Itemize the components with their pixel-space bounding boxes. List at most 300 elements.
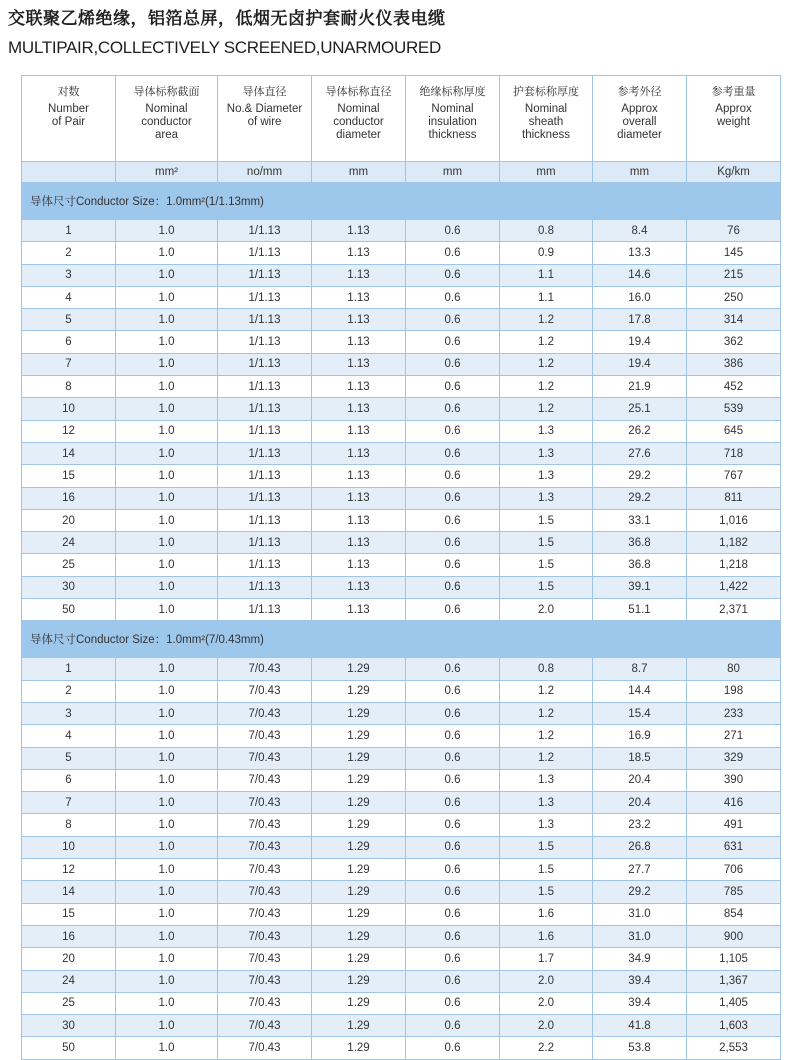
- table-cell: 1.0: [116, 836, 218, 858]
- table-row: [22, 264, 781, 286]
- table-row: [22, 925, 781, 947]
- page-title-chinese: 交联聚乙烯绝缘，铝箔总屏，低烟无卤护套耐火仪表电缆: [8, 9, 446, 29]
- table-cell: 145: [687, 242, 781, 264]
- table-cell: 1.0: [116, 487, 218, 509]
- table-cell: 1/1.13: [218, 487, 312, 509]
- table-row: [22, 487, 781, 509]
- table-cell: 0.6: [406, 509, 500, 531]
- table-cell: 1.0: [116, 576, 218, 598]
- table-cell: 1.0: [116, 376, 218, 398]
- unit-cell: [22, 162, 116, 183]
- table-cell: 1.0: [116, 599, 218, 621]
- table-row: [22, 747, 781, 769]
- column-header-conductor-diameter: 导体标称直径 Nominal conductor diameter: [312, 76, 406, 162]
- table-cell: 31.0: [593, 925, 687, 947]
- table-row: [22, 970, 781, 992]
- table-row: [22, 576, 781, 598]
- table-cell: 1.0: [116, 702, 218, 724]
- table-cell: 4: [22, 725, 116, 747]
- table-cell: 1.29: [312, 881, 406, 903]
- table-cell: 15: [22, 903, 116, 925]
- unit-cell: mm: [500, 162, 593, 183]
- table-cell: 26.8: [593, 836, 687, 858]
- table-cell: 7/0.43: [218, 702, 312, 724]
- table-cell: 1.13: [312, 353, 406, 375]
- table-cell: 2: [22, 242, 116, 264]
- table-row: [22, 992, 781, 1014]
- table-row: [22, 836, 781, 858]
- table-cell: 900: [687, 925, 781, 947]
- table-row: [22, 398, 781, 420]
- table-cell: 1,367: [687, 970, 781, 992]
- table-cell: 785: [687, 881, 781, 903]
- table-cell: 0.6: [406, 242, 500, 264]
- table-cell: 0.6: [406, 487, 500, 509]
- table-cell: 1.2: [500, 353, 593, 375]
- table-cell: 7/0.43: [218, 747, 312, 769]
- table-cell: 0.6: [406, 353, 500, 375]
- table-cell: 1.13: [312, 532, 406, 554]
- table-cell: 1.13: [312, 376, 406, 398]
- table-cell: 1.2: [500, 680, 593, 702]
- table-cell: 1.29: [312, 836, 406, 858]
- table-cell: 233: [687, 702, 781, 724]
- table-cell: 0.6: [406, 398, 500, 420]
- table-cell: 1.2: [500, 331, 593, 353]
- table-cell: 1.7: [500, 948, 593, 970]
- table-cell: 1.0: [116, 948, 218, 970]
- table-cell: 20.4: [593, 769, 687, 791]
- table-cell: 0.6: [406, 309, 500, 331]
- table-cell: 21.9: [593, 376, 687, 398]
- table-cell: 0.9: [500, 242, 593, 264]
- table-cell: 0.6: [406, 554, 500, 576]
- table-cell: 2: [22, 680, 116, 702]
- table-cell: 7/0.43: [218, 814, 312, 836]
- table-cell: 1.5: [500, 532, 593, 554]
- table-cell: 36.8: [593, 554, 687, 576]
- table-cell: 1.13: [312, 309, 406, 331]
- table-cell: 1.29: [312, 948, 406, 970]
- table-cell: 24: [22, 970, 116, 992]
- table-cell: 27.6: [593, 442, 687, 464]
- table-cell: 0.6: [406, 1037, 500, 1059]
- table-cell: 390: [687, 769, 781, 791]
- table-cell: 1.13: [312, 599, 406, 621]
- table-cell: 1/1.13: [218, 554, 312, 576]
- table-row: [22, 725, 781, 747]
- table-cell: 18.5: [593, 747, 687, 769]
- table-cell: 19.4: [593, 331, 687, 353]
- table-cell: 1.29: [312, 859, 406, 881]
- table-cell: 1.2: [500, 747, 593, 769]
- table-cell: 1/1.13: [218, 309, 312, 331]
- table-cell: 1.0: [116, 1037, 218, 1059]
- table-cell: 7/0.43: [218, 769, 312, 791]
- table-cell: 30: [22, 1015, 116, 1037]
- table-row: [22, 769, 781, 791]
- table-cell: 0.6: [406, 859, 500, 881]
- column-header-conductor-area: 导体标称截面 Nominal conductor area: [116, 76, 218, 162]
- table-cell: 8: [22, 376, 116, 398]
- table-cell: 1.29: [312, 747, 406, 769]
- table-row: [22, 509, 781, 531]
- table-cell: 1.5: [500, 836, 593, 858]
- column-header-sheath-thickness: 护套标称厚度 Nominal sheath thickness: [500, 76, 593, 162]
- table-cell: 53.8: [593, 1037, 687, 1059]
- table-cell: 1.29: [312, 792, 406, 814]
- table-cell: 1/1.13: [218, 286, 312, 308]
- table-cell: 14.6: [593, 264, 687, 286]
- table-cell: 1.13: [312, 331, 406, 353]
- table-cell: 1.0: [116, 420, 218, 442]
- table-row: [22, 353, 781, 375]
- table-cell: 1.3: [500, 792, 593, 814]
- table-cell: 14: [22, 442, 116, 464]
- unit-cell: no/mm: [218, 162, 312, 183]
- table-row: [22, 658, 781, 680]
- table-cell: 1.29: [312, 970, 406, 992]
- table-cell: 6: [22, 769, 116, 791]
- table-cell: 31.0: [593, 903, 687, 925]
- unit-cell: Kg/km: [687, 162, 781, 183]
- table-cell: 1.5: [500, 509, 593, 531]
- table-row: [22, 680, 781, 702]
- table-cell: 1.2: [500, 376, 593, 398]
- table-cell: 7/0.43: [218, 881, 312, 903]
- table-cell: 1.0: [116, 769, 218, 791]
- table-row: [22, 792, 781, 814]
- table-cell: 2.0: [500, 970, 593, 992]
- table-cell: 1.0: [116, 398, 218, 420]
- table-cell: 20: [22, 509, 116, 531]
- table-cell: 30: [22, 576, 116, 598]
- table-row: [22, 881, 781, 903]
- table-cell: 1: [22, 220, 116, 242]
- table-cell: 198: [687, 680, 781, 702]
- column-header-wire-diameter: 导体直径 No.& Diameter of wire: [218, 76, 312, 162]
- section-header-label: 导体尺寸Conductor Size：1.0mm²(1/1.13mm): [22, 183, 781, 220]
- table-cell: 718: [687, 442, 781, 464]
- table-cell: 0.6: [406, 814, 500, 836]
- table-cell: 1/1.13: [218, 599, 312, 621]
- section-1-body: [22, 183, 781, 621]
- table-row: [22, 948, 781, 970]
- table-cell: 854: [687, 903, 781, 925]
- table-cell: 29.2: [593, 487, 687, 509]
- table-cell: 1.6: [500, 903, 593, 925]
- section-2-body: [22, 621, 781, 1059]
- table-cell: 1,016: [687, 509, 781, 531]
- table-cell: 1.13: [312, 242, 406, 264]
- unit-row: [22, 162, 781, 183]
- table-cell: 1.13: [312, 286, 406, 308]
- table-cell: 13.3: [593, 242, 687, 264]
- table-cell: 491: [687, 814, 781, 836]
- table-cell: 1.0: [116, 747, 218, 769]
- table-cell: 1.29: [312, 1015, 406, 1037]
- table-cell: 1.13: [312, 554, 406, 576]
- table-cell: 0.6: [406, 925, 500, 947]
- table-cell: 0.6: [406, 747, 500, 769]
- table-cell: 215: [687, 264, 781, 286]
- table-cell: 1.13: [312, 509, 406, 531]
- table-cell: 1/1.13: [218, 331, 312, 353]
- table-cell: 1.0: [116, 554, 218, 576]
- table-cell: 0.6: [406, 599, 500, 621]
- unit-cell: mm: [593, 162, 687, 183]
- table-cell: 0.6: [406, 442, 500, 464]
- table-cell: 26.2: [593, 420, 687, 442]
- table-cell: 416: [687, 792, 781, 814]
- table-cell: 51.1: [593, 599, 687, 621]
- table-cell: 0.6: [406, 286, 500, 308]
- table-cell: 706: [687, 859, 781, 881]
- table-cell: 1.5: [500, 554, 593, 576]
- table-cell: 39.4: [593, 970, 687, 992]
- table-cell: 1.29: [312, 680, 406, 702]
- table-row: [22, 465, 781, 487]
- table-cell: 0.6: [406, 576, 500, 598]
- table-cell: 36.8: [593, 532, 687, 554]
- table-cell: 29.2: [593, 881, 687, 903]
- table-cell: 2.2: [500, 1037, 593, 1059]
- table-row: [22, 599, 781, 621]
- table-cell: 0.6: [406, 903, 500, 925]
- table-cell: 0.6: [406, 970, 500, 992]
- table-cell: 12: [22, 420, 116, 442]
- table-cell: 1,603: [687, 1015, 781, 1037]
- column-header-insulation-thickness: 绝缘标称厚度 Nominal insulation thickness: [406, 76, 500, 162]
- table-cell: 1/1.13: [218, 242, 312, 264]
- table-row: [22, 286, 781, 308]
- table-cell: 1.29: [312, 1037, 406, 1059]
- unit-cell: mm: [312, 162, 406, 183]
- table-cell: 631: [687, 836, 781, 858]
- table-cell: 7/0.43: [218, 992, 312, 1014]
- table-cell: 3: [22, 702, 116, 724]
- table-cell: 8: [22, 814, 116, 836]
- table-cell: 1.0: [116, 903, 218, 925]
- table-cell: 0.6: [406, 792, 500, 814]
- table-cell: 7/0.43: [218, 1015, 312, 1037]
- table-cell: 1.29: [312, 702, 406, 724]
- table-cell: 1.5: [500, 859, 593, 881]
- table-cell: 362: [687, 331, 781, 353]
- table-cell: 6: [22, 331, 116, 353]
- table-cell: 14: [22, 881, 116, 903]
- table-cell: 539: [687, 398, 781, 420]
- table-cell: 1.13: [312, 220, 406, 242]
- table-row: [22, 242, 781, 264]
- column-header-pairs: 对数 Number of Pair: [22, 76, 116, 162]
- table-cell: 1.29: [312, 903, 406, 925]
- table-row: [22, 376, 781, 398]
- table-cell: 1/1.13: [218, 576, 312, 598]
- table-cell: 1.29: [312, 658, 406, 680]
- table-cell: 0.6: [406, 264, 500, 286]
- table-cell: 20.4: [593, 792, 687, 814]
- table-cell: 271: [687, 725, 781, 747]
- table-cell: 811: [687, 487, 781, 509]
- table-cell: 1.13: [312, 465, 406, 487]
- unit-cell: mm²: [116, 162, 218, 183]
- table-cell: 2.0: [500, 992, 593, 1014]
- table-cell: 0.6: [406, 220, 500, 242]
- table-cell: 2,371: [687, 599, 781, 621]
- table-cell: 15: [22, 465, 116, 487]
- table-cell: 1.6: [500, 925, 593, 947]
- table-row: [22, 859, 781, 881]
- table-cell: 34.9: [593, 948, 687, 970]
- table-cell: 7/0.43: [218, 792, 312, 814]
- table-cell: 1.13: [312, 264, 406, 286]
- table-cell: 7: [22, 792, 116, 814]
- table-cell: 1.13: [312, 576, 406, 598]
- table-cell: 1: [22, 658, 116, 680]
- table-cell: 8.7: [593, 658, 687, 680]
- table-cell: 0.6: [406, 948, 500, 970]
- section-header-row: [22, 183, 781, 220]
- table-cell: 1,218: [687, 554, 781, 576]
- table-cell: 7/0.43: [218, 1037, 312, 1059]
- table-cell: 1.0: [116, 309, 218, 331]
- table-cell: 15.4: [593, 702, 687, 724]
- table-cell: 10: [22, 836, 116, 858]
- table-cell: 1/1.13: [218, 398, 312, 420]
- table-cell: 0.6: [406, 769, 500, 791]
- table-cell: 1.0: [116, 220, 218, 242]
- table-cell: 1.0: [116, 925, 218, 947]
- table-cell: 1.0: [116, 814, 218, 836]
- table-cell: 8.4: [593, 220, 687, 242]
- table-cell: 16.0: [593, 286, 687, 308]
- table-cell: 76: [687, 220, 781, 242]
- table-cell: 1.3: [500, 420, 593, 442]
- table-cell: 645: [687, 420, 781, 442]
- table-cell: 1.13: [312, 420, 406, 442]
- table-cell: 1.3: [500, 814, 593, 836]
- table-cell: 1.29: [312, 769, 406, 791]
- table-cell: 5: [22, 747, 116, 769]
- table-cell: 0.6: [406, 702, 500, 724]
- table-cell: 7/0.43: [218, 859, 312, 881]
- table-cell: 1.29: [312, 814, 406, 836]
- table-cell: 1.0: [116, 881, 218, 903]
- table-cell: 23.2: [593, 814, 687, 836]
- table-cell: 1.0: [116, 442, 218, 464]
- table-cell: 1.2: [500, 309, 593, 331]
- table-cell: 0.6: [406, 992, 500, 1014]
- table-cell: 1/1.13: [218, 509, 312, 531]
- table-cell: 1,422: [687, 576, 781, 598]
- table-cell: 1.0: [116, 242, 218, 264]
- table-cell: 1.3: [500, 769, 593, 791]
- table-cell: 1.0: [116, 331, 218, 353]
- table-cell: 17.8: [593, 309, 687, 331]
- table-cell: 4: [22, 286, 116, 308]
- table-cell: 1.0: [116, 680, 218, 702]
- table-cell: 314: [687, 309, 781, 331]
- table-cell: 1.0: [116, 970, 218, 992]
- section-header-label: 导体尺寸Conductor Size：1.0mm²(7/0.43mm): [22, 621, 781, 658]
- table-cell: 1.13: [312, 487, 406, 509]
- table-cell: 1,405: [687, 992, 781, 1014]
- table-cell: 0.6: [406, 331, 500, 353]
- table-cell: 2,553: [687, 1037, 781, 1059]
- table-cell: 1.3: [500, 442, 593, 464]
- table-cell: 7/0.43: [218, 680, 312, 702]
- column-header-weight: 参考重量 Approx weight: [687, 76, 781, 162]
- table-cell: 2.0: [500, 1015, 593, 1037]
- table-cell: 1/1.13: [218, 376, 312, 398]
- table-cell: 0.6: [406, 532, 500, 554]
- cable-spec-table: [21, 75, 781, 1060]
- table-cell: 39.1: [593, 576, 687, 598]
- table-cell: 1/1.13: [218, 442, 312, 464]
- table-cell: 0.6: [406, 881, 500, 903]
- table-cell: 10: [22, 398, 116, 420]
- table-cell: 7/0.43: [218, 725, 312, 747]
- table-cell: 0.6: [406, 725, 500, 747]
- table-row: [22, 220, 781, 242]
- table-cell: 767: [687, 465, 781, 487]
- table-cell: 0.8: [500, 220, 593, 242]
- table-cell: 12: [22, 859, 116, 881]
- table-cell: 25: [22, 554, 116, 576]
- table-row: [22, 532, 781, 554]
- table-cell: 1.0: [116, 532, 218, 554]
- table-cell: 1.5: [500, 576, 593, 598]
- table-cell: 1.0: [116, 992, 218, 1014]
- table-cell: 2.0: [500, 599, 593, 621]
- table-cell: 7/0.43: [218, 658, 312, 680]
- table-cell: 1/1.13: [218, 420, 312, 442]
- table-cell: 1,182: [687, 532, 781, 554]
- table-cell: 24: [22, 532, 116, 554]
- table-cell: 14.4: [593, 680, 687, 702]
- unit-cell: mm: [406, 162, 500, 183]
- column-header-overall-diameter: 参考外径 Approx overall diameter: [593, 76, 687, 162]
- table-cell: 1.0: [116, 1015, 218, 1037]
- table-cell: 1.3: [500, 465, 593, 487]
- table-cell: 16: [22, 925, 116, 947]
- table-cell: 250: [687, 286, 781, 308]
- table-cell: 1.5: [500, 881, 593, 903]
- table-cell: 1/1.13: [218, 264, 312, 286]
- table-cell: 1.2: [500, 702, 593, 724]
- table-cell: 1.0: [116, 353, 218, 375]
- table-row: [22, 702, 781, 724]
- table-cell: 7/0.43: [218, 903, 312, 925]
- table-cell: 0.6: [406, 376, 500, 398]
- table-cell: 7/0.43: [218, 970, 312, 992]
- table-row: [22, 1037, 781, 1059]
- table-cell: 0.6: [406, 836, 500, 858]
- table-cell: 1,105: [687, 948, 781, 970]
- table-cell: 1.0: [116, 725, 218, 747]
- table-cell: 5: [22, 309, 116, 331]
- table-cell: 1.0: [116, 509, 218, 531]
- table-cell: 1/1.13: [218, 220, 312, 242]
- table-cell: 1.0: [116, 859, 218, 881]
- table-cell: 0.6: [406, 658, 500, 680]
- table-cell: 1/1.13: [218, 532, 312, 554]
- table-cell: 386: [687, 353, 781, 375]
- table-cell: 1.0: [116, 465, 218, 487]
- table-row: [22, 420, 781, 442]
- page-title-english: MULTIPAIR,COLLECTIVELY SCREENED,UNARMOURED: [8, 38, 441, 57]
